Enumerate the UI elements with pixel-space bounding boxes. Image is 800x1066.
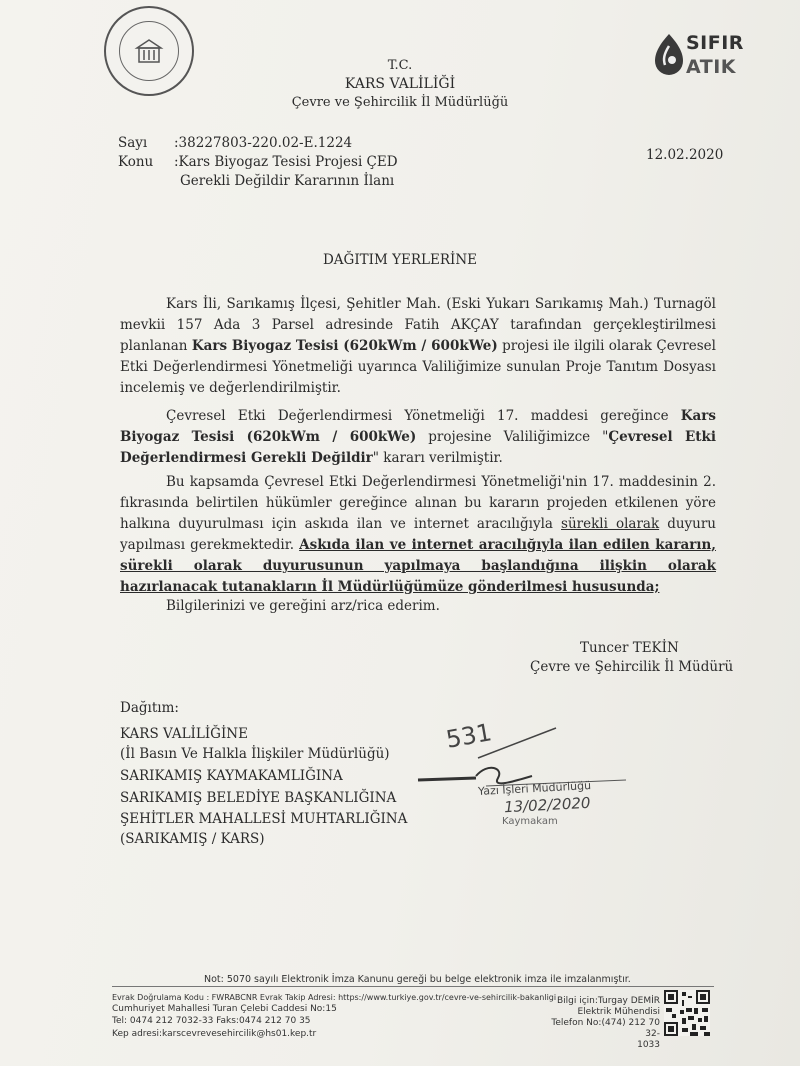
signatory-name: Tuncer TEKİN xyxy=(580,640,679,656)
logo-text-line2: ATIK xyxy=(686,56,736,78)
konu-value-line2: Gerekli Değildir Kararının İlanı xyxy=(180,173,395,189)
document-date: 12.02.2020 xyxy=(646,147,724,163)
footer-address: Cumhuriyet Mahallesi Turan Çelebi Caddesi No:15 xyxy=(112,1004,337,1014)
p1-text-b: projesi ile ilgili olarak Çevresel Etki Değerlendirmesi Yönetmeliği uyarınca Valiliğimize sunulan Proje Tanıtım Dosyası incelemiş ve değerlendirilmiştir. xyxy=(120,338,716,396)
footer-kep: Kep adresi:karscevrevesehircilik@hs01.kep.tr xyxy=(112,1029,317,1039)
p1-text-a: Kars İli, Sarıkamış İlçesi, Şehitler Mah. (Eski Yukarı Sarıkamış Mah.) Turnagöl mevkii 157 Ada 3 Parsel adresinde Fatih AKÇAY tarafından gerçekleştirilmesi planlanan xyxy=(120,296,716,354)
header-directorate: Çevre ve Şehircilik İl Müdürlüğü xyxy=(291,95,509,110)
stamp-office: Yazı İşleri Müdürlüğü xyxy=(477,779,592,798)
stamp-number: 531 xyxy=(443,718,494,754)
p3-text-b: duyuru yapılması gerekmektedir. xyxy=(120,516,717,553)
footer-contact xyxy=(536,996,660,1051)
distribution-item: KARS VALİLİĞİNE xyxy=(120,726,248,742)
addressee-heading: DAĞITIM YERLERİNE xyxy=(322,252,478,268)
distribution-item: SARIKAMIŞ BELEDİYE BAŞKANLIĞINA xyxy=(120,790,397,806)
distribution-label: Dağıtım: xyxy=(120,700,179,716)
header-governorate: KARS VALİLİĞİ xyxy=(344,76,456,92)
p3-underlined: sürekli olarak xyxy=(561,516,660,532)
p2-text-a: Çevresel Etki Değerlendirmesi Yönetmeliği 17. maddesi gereğince xyxy=(166,408,681,424)
qr-code-icon xyxy=(664,990,710,1036)
contact-name: Bilgi için:Turgay DEMİR xyxy=(556,996,660,1006)
logo-text-line1: SIFIR xyxy=(686,32,744,54)
footer-verification: Evrak Doğrulama Kodu : FWRABCNR Evrak Takip Adresi: https://www.turkiye.gov.tr/cevre-ve-sehircilik-bakanligi xyxy=(112,993,557,1002)
p2-text-b: projesine Valiliğimizce " xyxy=(416,429,609,445)
distribution-item: ŞEHİTLER MAHALLESİ MUHTARLIĞINA xyxy=(120,811,408,827)
distribution-item: (İl Basın Ve Halkla İlişkiler Müdürlüğü) xyxy=(120,746,390,762)
paragraph-1 xyxy=(120,294,716,399)
esignature-note: Not: 5070 sayılı Elektronik İmza Kanunu gereği bu belge elektronik imza ile imzalanmıştır. xyxy=(204,974,631,985)
signatory-title: Çevre ve Şehircilik İl Müdürü xyxy=(530,659,734,675)
footer-phone: Tel: 0474 212 7032-33 Faks:0474 212 70 35 xyxy=(112,1016,311,1026)
p1-project-name: Kars Biyogaz Tesisi (620kWm / 600kWe) xyxy=(191,338,498,354)
p2-decision: Çevresel Etki Değerlendirmesi Gerekli Değildir xyxy=(120,429,717,466)
contact-phone: Telefon No:(474) 212 70 32- xyxy=(551,1018,660,1039)
distribution-item: SARIKAMIŞ KAYMAKAMLIĞINA xyxy=(120,768,343,784)
received-stamp xyxy=(416,716,646,856)
paragraph-closing: Bilgilerinizi ve gereğini arz/rica ederim. xyxy=(166,598,440,614)
header-tc: T.C. xyxy=(387,58,413,73)
p2-project-name: Kars Biyogaz Tesisi (620kWm / 600kWe) xyxy=(120,408,716,445)
contact-phone-ext: 1033 xyxy=(637,1040,660,1050)
footer-divider xyxy=(112,986,714,987)
konu-label: Konu xyxy=(118,154,154,170)
konu-value-line1: :Kars Biyogaz Tesisi Projesi ÇED xyxy=(174,154,398,170)
stamp-place: Kaymakam xyxy=(502,816,558,827)
contact-title: Elektrik Mühendisi xyxy=(577,1007,660,1017)
sayi-value: :38227803-220.02-E.1224 xyxy=(174,135,353,151)
p3-bold-request: Askıda ilan ve internet aracılığıyla ilan edilen kararın, sürekli olarak duyurusunun yapılmaya başlandığına ilişkin olarak hazırlanacak tutanakların İl Müdürlüğümüze gönderilmesi hususunda; xyxy=(120,537,716,595)
distribution-item: (SARIKAMIŞ / KARS) xyxy=(120,831,265,847)
p3-text-a: Bu kapsamda Çevresel Etki Değerlendirmesi Yönetmeliği'nin 17. maddesinin 2. fıkrasında belirtilen hükümler gereğince alınan bu kararın projeden etkilenen yöre halkına duyurulması için askıda ilan ve internet aracılığıyla xyxy=(120,474,716,532)
p2-text-c: " kararı verilmiştir. xyxy=(372,450,503,466)
sayi-label: Sayı xyxy=(118,135,148,151)
stamp-date: 13/02/2020 xyxy=(503,793,591,817)
paragraph-3 xyxy=(120,472,716,598)
paragraph-2 xyxy=(120,406,716,469)
